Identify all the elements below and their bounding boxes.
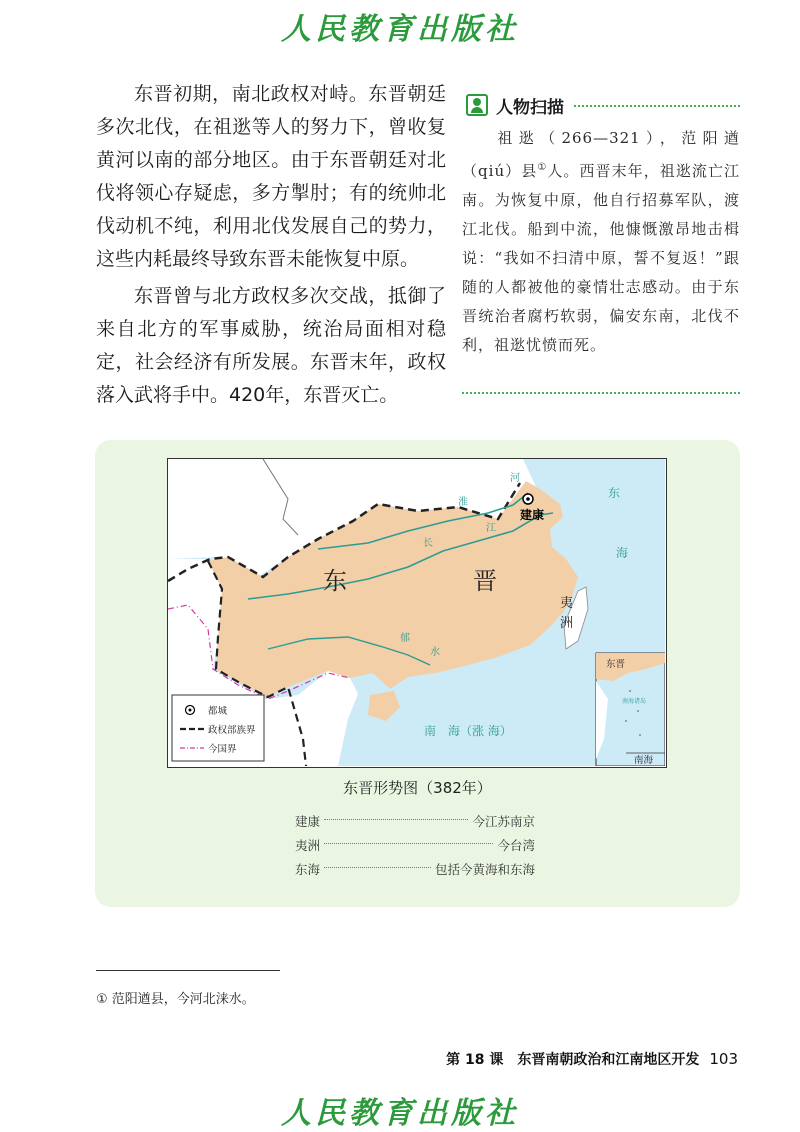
inset-island-dot-2 — [637, 710, 639, 712]
main-text — [96, 78, 446, 416]
note-row — [295, 858, 535, 882]
inset-islands-label: 南海诸岛 — [622, 698, 647, 705]
east-sea-label-1: 东 — [608, 486, 621, 500]
capital-marker-dot — [526, 497, 530, 501]
east-sea-label-2: 海 — [616, 546, 629, 560]
place-name-notes — [295, 810, 535, 882]
region-label-dong: 东 — [323, 567, 347, 595]
river-label-yu-1: 郁 — [400, 633, 410, 644]
inset-sea-label: 南海 — [634, 755, 654, 766]
yizhou-label-2: 洲 — [560, 616, 574, 631]
south-sea-label: 南 海（涨 海） — [424, 724, 512, 738]
inset-island-dot-4 — [639, 734, 641, 736]
person-scan-header — [462, 90, 740, 120]
note-desc: 今台湾 — [497, 838, 535, 853]
legend-capital-label: 都城 — [208, 706, 228, 717]
inset-island-dot-3 — [625, 720, 627, 722]
river-label-huai-2: 河 — [510, 473, 520, 484]
note-desc: 今江苏南京 — [472, 814, 535, 829]
river-label-yu-2: 水 — [430, 647, 440, 658]
legend-capital-icon-dot — [189, 709, 192, 712]
note-row — [295, 810, 535, 834]
legend-modern-label: 今国界 — [208, 744, 237, 755]
paragraph-2: 东晋曾与北方政权多次交战，抵御了来自北方的军事威胁，统治局面相对稳定，社会经济有所发展。东晋末年，政权落入武将手中。420年，东晋灭亡。 — [96, 285, 446, 406]
river-label-huai-1: 淮 — [458, 497, 468, 508]
person-scan-body: 人。西晋末年，祖逖流亡江南。为恢复中原，他自行招募军队，渡江北伐。船到中流，他慷慨激昂地击楫说：“我如不扫清中原，誓不复返！”跟随的人都被他的豪情壮志感动。由于东晋统治者腐朽软弱，偏安东南，北伐不利，祖逖忧愤而死。 — [462, 162, 741, 354]
footnote-mark: ① — [537, 162, 548, 173]
page-footer — [446, 1049, 738, 1069]
inset-title: 东晋 — [606, 659, 626, 670]
legend-regime-label: 政权部族界 — [208, 725, 256, 736]
publisher-logo-bottom: 人民教育出版社 — [281, 1096, 519, 1131]
river-label-jiang-1: 长 — [423, 538, 433, 549]
note-term: 东海 — [295, 862, 321, 877]
east-jin-map — [168, 459, 665, 766]
leader-dots — [324, 819, 468, 820]
note-row — [295, 834, 535, 858]
map-frame — [167, 458, 667, 768]
lesson-title: 第 18 课 东晋南朝政治和江南地区开发 — [446, 1052, 700, 1068]
paragraph-1: 东晋初期，南北政权对峙。东晋朝廷多次北伐，在祖逖等人的努力下，曾收复黄河以南的部分地区。由于东晋朝廷对北伐将领心存疑虑，多方掣肘；有的统帅北伐动机不纯，利用北伐发展自己的势力，这些内耗最终导致东晋未能恢复中原。 — [96, 83, 446, 270]
footnote: ① 范阳遒县，今河北涞水。 — [96, 992, 255, 1007]
person-icon — [466, 94, 488, 116]
publisher-logo-top: 人民教育出版社 — [281, 12, 519, 47]
yizhou-label-1: 夷 — [560, 596, 574, 611]
person-scan-box — [462, 90, 740, 396]
map-caption: 东晋形势图（382年） — [343, 779, 492, 797]
river-label-jiang-2: 江 — [486, 523, 496, 534]
leader-dots — [324, 867, 431, 868]
person-scan-title: 人物扫描 — [496, 97, 564, 118]
note-term: 建康 — [295, 814, 321, 829]
region-label-jin: 晋 — [473, 567, 497, 595]
person-scan-text — [462, 124, 740, 360]
note-term: 夷洲 — [295, 838, 321, 853]
capital-label: 建康 — [520, 508, 545, 522]
map-panel — [95, 440, 740, 907]
dotted-divider-bottom — [462, 392, 740, 394]
note-desc: 包括今黄海和东海 — [434, 862, 535, 877]
leader-dots — [324, 843, 493, 844]
inset-island-dot-1 — [629, 690, 631, 692]
dotted-divider — [574, 104, 740, 107]
footnote-rule — [96, 970, 280, 971]
person-scan-lead: 祖逖（266—321），范阳遒（qiú）县 — [462, 129, 740, 180]
page-number: 103 — [709, 1050, 738, 1068]
